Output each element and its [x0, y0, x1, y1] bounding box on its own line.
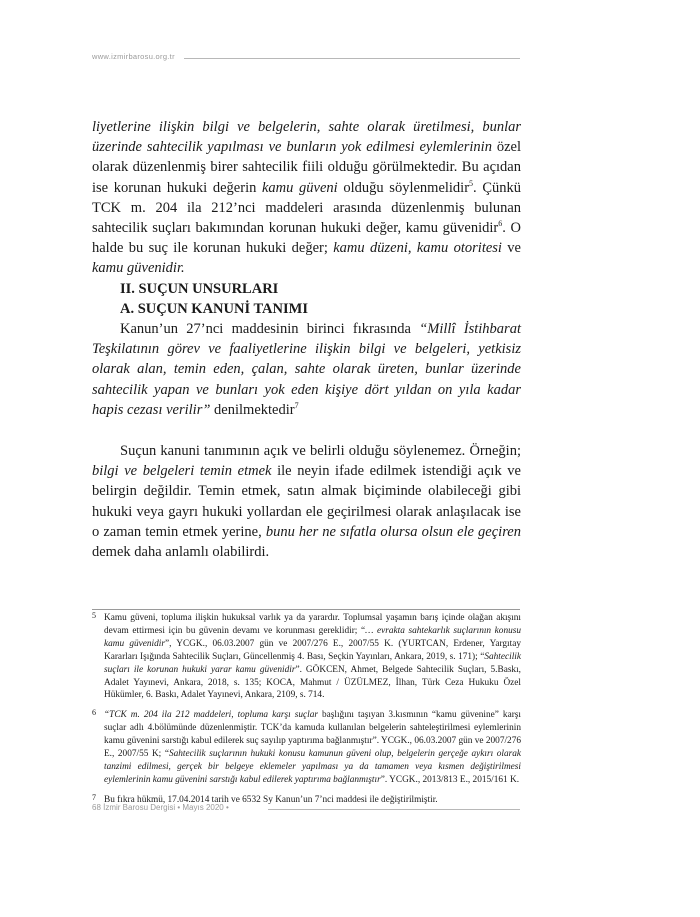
- italic-run: liyetlerine ilişkin bilgi ve belgelerin, sahte olarak üretilmesi, bunlar üzerinde sahtecilik yapılması ve bunların yok edilmesi eylemlerinin: [92, 119, 521, 156]
- subsection-heading: A. SUÇUN KANUNİ TANIMI: [120, 300, 308, 317]
- text-run: . Çünkü TCK m. 204 ila 212’nci maddeleri arasında düzenlenmiş bulunan sahtecilik suçları bakımından korunan hukuki değer, kamu güvenidir: [92, 179, 521, 237]
- italic-run: kamu güvenidir.: [92, 260, 185, 277]
- italic-run: Sahtecilik suçları ile korunan hukuki yarar kamu güvenidir: [104, 651, 521, 675]
- italic-run: kamu düzeni, kamu otoritesi: [333, 240, 502, 257]
- running-header: [92, 52, 520, 66]
- text-run: Kanun’un 27’nci maddesinin birinci fıkrasında: [120, 321, 420, 338]
- footer-rule: [268, 809, 520, 810]
- main-text: [92, 117, 521, 562]
- paragraph-1: [92, 117, 521, 279]
- italic-run: “TCK m. 204 ila 212 maddeleri, topluma karşı suçlar: [104, 710, 318, 721]
- footnote-ref[interactable]: 6: [498, 219, 503, 229]
- text-run: ”. YCGK., 2013/813 E., 2015/161 K.: [380, 774, 520, 785]
- footnote-5: [92, 612, 521, 702]
- text-run: . O halde bu suç ile korunan hukuki değer;: [92, 220, 521, 257]
- italic-run: Sahtecilik suçlarının hukuki konusu kamunun güveni olup, belgelerin gerçeğe aykırı olarak tanzimi edilmesi, gerçek bir belgeye eklemeler yapılması ya da tamamen veya kısmen değiştirilmesi eylemlerinin kamu güvenini sarstığı kabul edilerek yaptırıma bağlanmıştır: [104, 749, 522, 785]
- text-run: demek daha anlamlı olabilirdi.: [92, 544, 270, 561]
- text-run: ile neyin ifade edilmek istendiği açık ve belirgin değildir. Temin etmek, satın almak biçiminde olabileceği gibi hukuki veya gayrı hukuki yollardan ele geçirilmesi olarak anlaşılacak ise o zaman temin etmek yerine,: [92, 463, 521, 540]
- italic-run: bilgi ve belgeleri temin etmek: [92, 463, 272, 480]
- text-run: ”. GÖKCEN, Ahmet, Belgede Sahtecilik Suçları, 5.Baskı, Adalet Yayınevi, Ankara, 2018, s. 135; KOCA, Mahmut / ÜZÜLMEZ, İlhan, Türk Ceza Hukuku Özel Hükümler, 6. Baskı, Adalet Yayınevi, Ankara, 2109, s. 714.: [104, 664, 521, 701]
- footnote-number: 7: [92, 792, 96, 802]
- text-run: olduğu söylenmelidir: [337, 179, 470, 196]
- text-run: başlığını taşıyan 3.kısmının “kamu güvenine” karşı suçlar adlı 4.bölümünde düzenlenmiştir. TCK’da kamuda kullanılan belgelerin sahteleştirilmesi eylemlerinin kamu güvenini sarstığı kabul edilerek suç sayılıp yaptırıma bağlanmıştır”. YCGK., 06.03.2007 gün ve 2007/276 E., 2007/55 K; “: [104, 710, 522, 760]
- text-run: ”, YCGK., 06.03.2007 gün ve 2007/276 E., 2007/55 K. (YURTCAN, Erdener, Yargıtay Kararları Işığında Sahtecilik Suçları, Güncellenmiş 4. Bası, Seçkin Yayınları, Ankara, 2019, s. 171); “: [104, 638, 521, 662]
- header-url[interactable]: www.izmirbarosu.org.tr: [92, 52, 175, 61]
- text-run: özel olarak düzenlenmiş birer sahtecilik fiili olduğu görülmektedir. Bu açıdan ise korunan hukuki değerin: [92, 139, 522, 196]
- text-run: denilmektedir: [210, 401, 295, 418]
- page-footer: [92, 803, 520, 815]
- footnote-6: [92, 709, 521, 786]
- footnote-text: [104, 613, 521, 700]
- text-run: Bu fıkra hükmü, 17.04.2014 tarih ve 6532 Sy Kanun’un 7’nci maddesi ile değiştirilmiştir.: [104, 794, 438, 805]
- footer-text: 68 İzmir Barosu Dergisi • Mayıs 2020 •: [92, 803, 229, 812]
- text-run: Kamu güveni, topluma ilişkin hukuksal varlık ya da yarardır. Toplumsal yaşamın barış içinde olağan akışını devam ettirmesi için bu güvenin devamı ve korunması gereklidir; “: [104, 613, 521, 636]
- italic-run: bunu her ne sıfatla olursa olsun ele geçiren: [265, 523, 521, 540]
- paragraph-3: [92, 441, 521, 562]
- section-heading: II. SUÇUN UNSURLARI: [120, 280, 279, 297]
- text-run: Suçun kanuni tanımının açık ve belirli olduğu söylenemez. Örneğin;: [120, 443, 521, 460]
- footnote-number: 5: [92, 611, 96, 620]
- footnotes: [92, 612, 521, 814]
- paragraph-2: [92, 319, 521, 420]
- footnote-number: 6: [92, 708, 96, 718]
- text-run: ve: [501, 240, 521, 257]
- footnote-ref[interactable]: 5: [469, 178, 474, 188]
- footnote-text: [104, 710, 521, 785]
- italic-run: kamu güveni: [262, 179, 338, 196]
- header-rule: [184, 58, 520, 59]
- footnote-separator: [92, 609, 520, 610]
- italic-run: “Millî İstihbarat Teşkilatının görev ve faaliyetlerine ilişkin bilgi ve belgeleri, yetkisiz olarak alan, temin eden, çalan, sahte olarak üreten, bunlar üzerinde sahtecilik yapan ve bunları yok eden kişiye dört yıldan on yıla kadar hapis cezası verilir”: [92, 321, 521, 418]
- footnote-ref[interactable]: 7: [294, 401, 299, 411]
- italic-run: … evrakta sahtekarlık suçlarının konusu kamu güvenidir: [104, 625, 522, 649]
